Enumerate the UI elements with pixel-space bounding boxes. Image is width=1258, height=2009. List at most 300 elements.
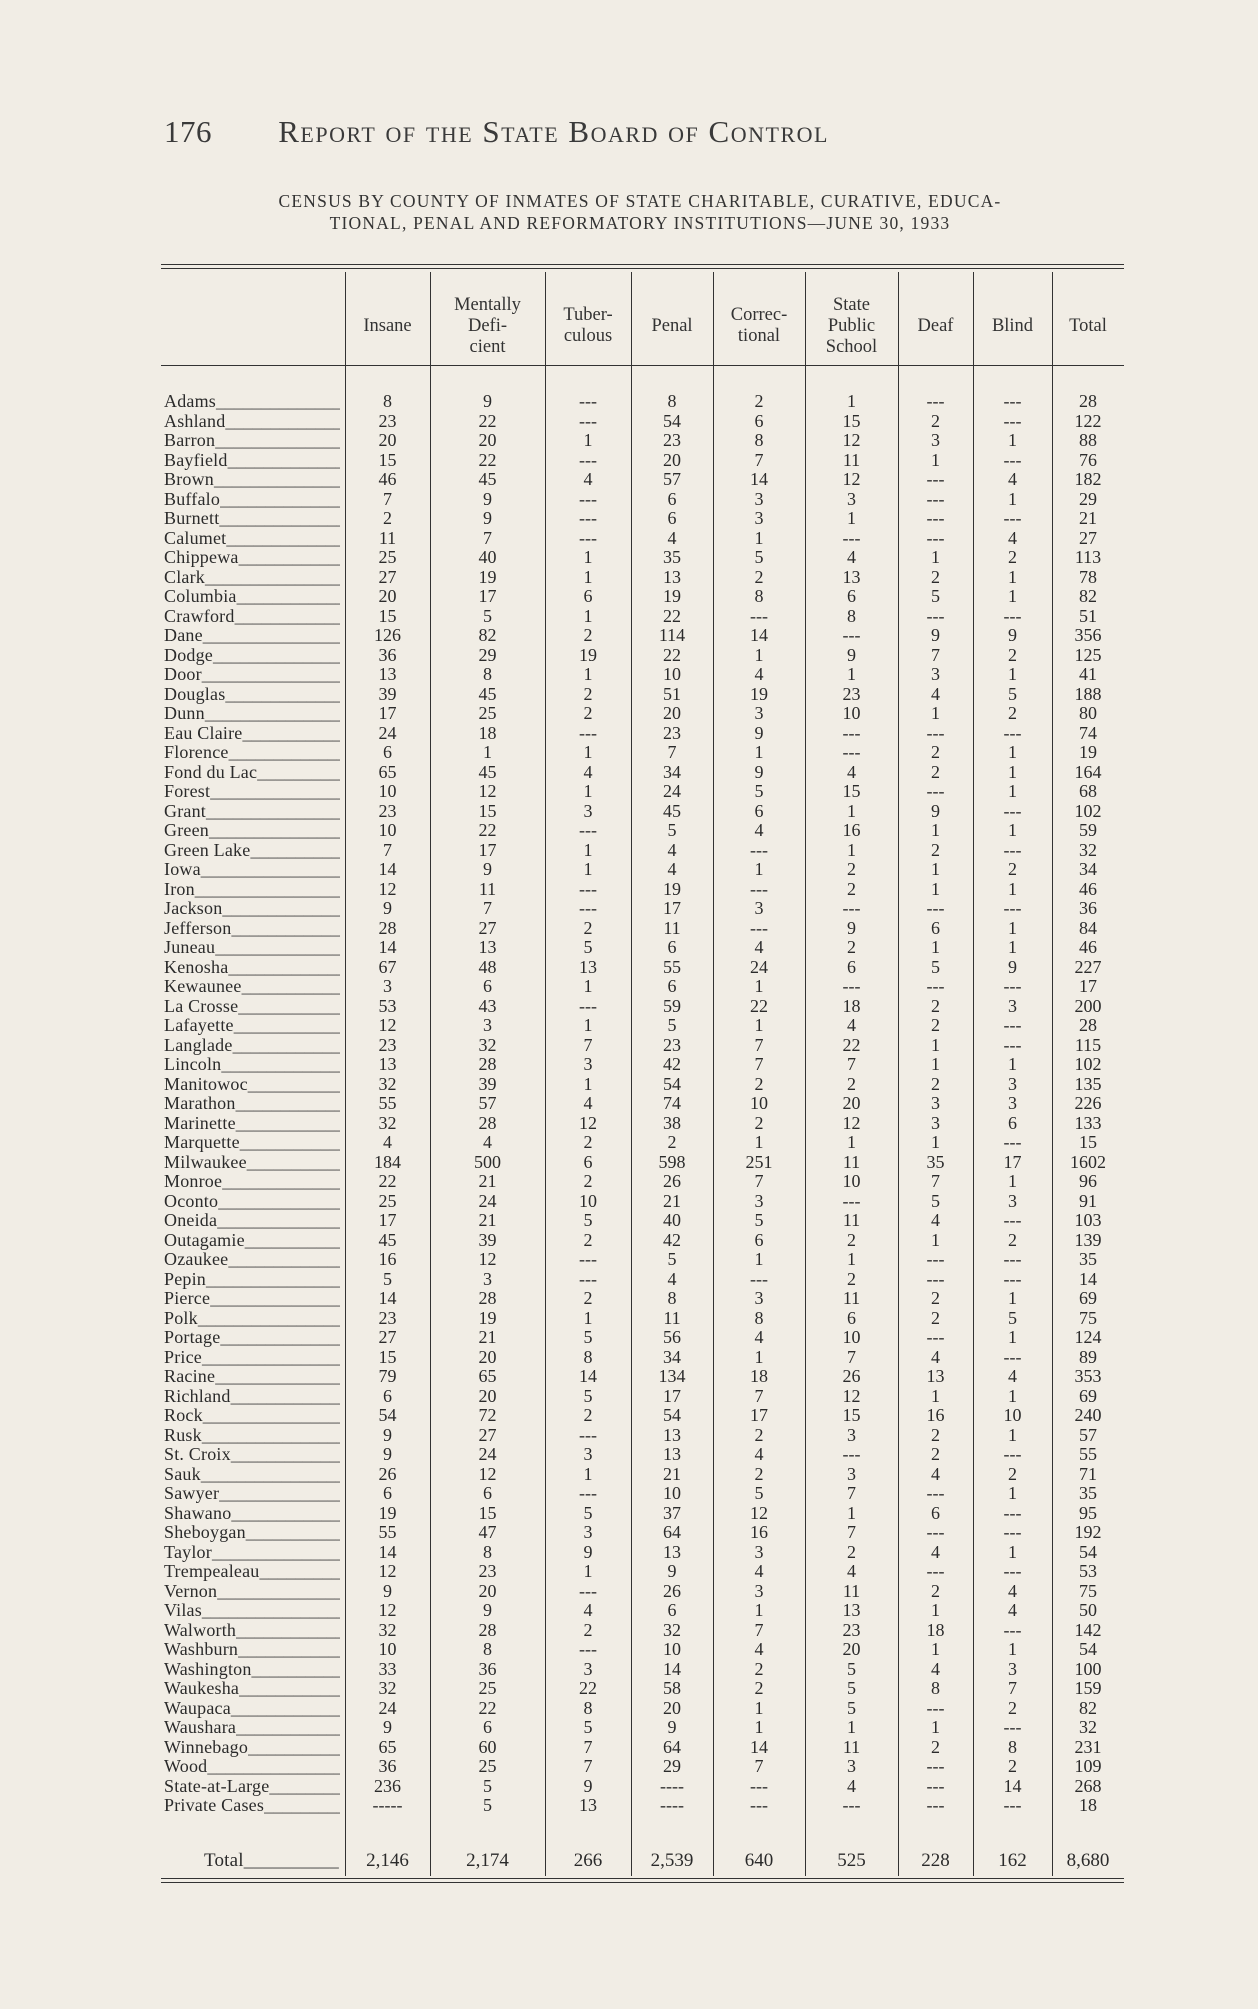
column-header-line: Public xyxy=(827,315,876,336)
table-cell: --- xyxy=(1003,410,1022,431)
table-cell: 16 xyxy=(842,820,861,840)
table-cell: 1 xyxy=(1008,820,1017,840)
table-cell: 139 xyxy=(1074,1229,1102,1250)
table-cell: 19 xyxy=(750,683,768,704)
table-cell: 10 xyxy=(1003,1405,1022,1425)
table-cell: 7 xyxy=(847,1483,856,1503)
table-cell: 5 xyxy=(667,820,677,840)
county-name: La Crosse _____ xyxy=(164,997,340,1017)
table-cell: 1 xyxy=(583,839,593,860)
table-cell: 8 xyxy=(583,1346,593,1367)
table-cell: 10 xyxy=(842,703,861,723)
table-cell: 3 xyxy=(754,488,764,509)
table-cell: 17 xyxy=(478,586,497,606)
table-cell: 19 xyxy=(663,878,681,899)
table-cell: 3 xyxy=(754,1580,764,1601)
table-cell: --- xyxy=(579,488,597,509)
table-cell: 9 xyxy=(931,625,940,645)
table-cell: --- xyxy=(579,878,597,899)
table-cell: 23 xyxy=(663,722,681,743)
table-cell: 18 xyxy=(1079,1795,1097,1815)
table-cell: 6 xyxy=(754,800,764,821)
county-name: Waushara _____ xyxy=(164,1718,340,1738)
table-cell: 6 xyxy=(483,1717,492,1737)
table-cell: 28 xyxy=(478,1054,497,1074)
table-cell: 23 xyxy=(478,1561,497,1581)
table-cell: 6 xyxy=(667,937,677,957)
table-cell: 9 xyxy=(483,391,492,411)
table-cell: 1 xyxy=(847,1132,856,1152)
table-cell: 35 xyxy=(926,1151,945,1172)
table-cell: 25 xyxy=(378,1190,397,1211)
table-cell: 1 xyxy=(1008,1054,1017,1074)
table-cell: --- xyxy=(579,820,597,840)
table-cell: 33 xyxy=(378,1658,397,1679)
table-cell: 2 xyxy=(1008,547,1017,567)
table-cell: 1 xyxy=(1008,1639,1017,1659)
table-cell: 2 xyxy=(754,1678,764,1698)
table-cell: --- xyxy=(1003,1015,1022,1035)
county-name: Bayfield _____ xyxy=(164,451,340,471)
column-header-line: culous xyxy=(563,326,613,346)
table-cell: 21 xyxy=(1079,508,1097,528)
county-name: Green _____ xyxy=(164,821,340,841)
table-cell: 32 xyxy=(663,1619,681,1640)
table-cell: 3 xyxy=(583,1522,593,1542)
table-cell: 21 xyxy=(663,1463,681,1484)
table-cell: 2 xyxy=(847,1541,856,1562)
table-cell: 3 xyxy=(931,430,940,450)
table-cell: 16 xyxy=(926,1405,945,1425)
table-cell: 6 xyxy=(583,586,593,606)
county-name: Adams _____ xyxy=(164,392,340,412)
county-name: Walworth _____ xyxy=(164,1621,340,1641)
table-cell: 13 xyxy=(663,566,681,587)
table-cell: 2 xyxy=(931,1307,940,1328)
table-cell: 53 xyxy=(1079,1561,1097,1581)
table-cell: --- xyxy=(1003,1561,1022,1581)
table-cell: 3 xyxy=(583,1444,593,1464)
table-cell: 10 xyxy=(750,1093,768,1113)
table-cell: --- xyxy=(579,1483,597,1503)
column-header xyxy=(713,278,805,374)
table-cell: 10 xyxy=(378,781,397,801)
column-header-text xyxy=(454,295,521,358)
table-cell: --- xyxy=(1003,1619,1022,1640)
county-name: Dodge _____ xyxy=(164,646,340,666)
table-cell: --- xyxy=(926,391,945,411)
table-cell: 184 xyxy=(374,1151,401,1172)
table-cell: 2 xyxy=(754,1112,764,1133)
table-cell: 96 xyxy=(1079,1171,1097,1191)
table-cell: 2 xyxy=(931,839,940,860)
county-name: Outagamie _____ xyxy=(164,1231,340,1251)
table-cell: 6 xyxy=(754,1229,764,1250)
table-cell: 22 xyxy=(378,1171,397,1191)
total-cell: 2,539 xyxy=(650,1850,694,1871)
county-name: Brown _____ xyxy=(164,470,340,490)
table-cell: 39 xyxy=(478,1229,497,1250)
table-cell: 75 xyxy=(1079,1307,1097,1328)
table-cell: --- xyxy=(926,1756,945,1776)
table-cell: 10 xyxy=(663,1483,681,1503)
county-name: Lincoln _____ xyxy=(164,1055,340,1075)
table-cell: 8 xyxy=(667,391,677,411)
table-cell: 26 xyxy=(842,1366,861,1386)
county-name: Vernon _____ xyxy=(164,1582,340,1602)
table-cell: 251 xyxy=(745,1151,773,1172)
table-cell: 4 xyxy=(931,683,940,704)
table-cell: 6 xyxy=(483,976,492,996)
table-cell: 6 xyxy=(847,1307,856,1328)
table-cell: 20 xyxy=(478,1346,497,1367)
table-cell: 57 xyxy=(663,469,681,489)
county-name: Buffalo _____ xyxy=(164,490,340,510)
table-cell: 15 xyxy=(378,1346,397,1367)
table-cell: 23 xyxy=(378,410,397,431)
table-cell: 3 xyxy=(483,1015,492,1035)
table-cell: 5 xyxy=(583,1327,593,1347)
table-cell: 24 xyxy=(378,1697,397,1718)
table-cell: 42 xyxy=(663,1229,681,1250)
table-cell: --- xyxy=(579,527,597,548)
table-cell: 6 xyxy=(383,1483,392,1503)
table-cell: 68 xyxy=(1079,781,1097,801)
table-cell: 20 xyxy=(842,1639,861,1659)
table-cell: 2 xyxy=(1008,644,1017,665)
table-cell: 353 xyxy=(1074,1366,1102,1386)
table-cell: 142 xyxy=(1074,1619,1102,1640)
table-cell: 48 xyxy=(478,956,497,977)
table-cell: 6 xyxy=(667,976,677,996)
table-cell: 29 xyxy=(478,644,497,665)
table-cell: 20 xyxy=(842,1093,861,1113)
table-cell: 18 xyxy=(478,722,497,743)
table-cell: 28 xyxy=(478,1619,497,1640)
table-cell: 14 xyxy=(378,1541,397,1562)
table-cell: 28 xyxy=(378,917,397,938)
total-cell: 2,146 xyxy=(366,1850,409,1871)
table-cell: 13 xyxy=(663,1424,681,1445)
table-cell: 1 xyxy=(1008,664,1017,684)
table-cell: 9 xyxy=(1008,956,1017,977)
table-cell: --- xyxy=(579,1249,597,1269)
table-cell: --- xyxy=(926,1697,945,1718)
table-cell: 82 xyxy=(1079,586,1097,606)
table-cell: 22 xyxy=(478,1697,497,1718)
table-cell: 1 xyxy=(754,1600,764,1620)
table-cell: 13 xyxy=(378,1054,397,1074)
table-cell: 1 xyxy=(847,839,856,860)
table-cell: 65 xyxy=(378,1736,397,1757)
table-cell: 19 xyxy=(478,566,497,587)
column-header-text xyxy=(992,316,1033,337)
county-name: Vilas _____ xyxy=(164,1601,340,1621)
table-cell: 3 xyxy=(931,1093,940,1113)
county-name: Barron _____ xyxy=(164,431,340,451)
caption-line-1: CENSUS BY COUNTY OF INMATES OF STATE CHARITABLE, CURATIVE, EDUCA- xyxy=(278,191,1002,211)
column-header xyxy=(973,278,1052,374)
table-cell: 13 xyxy=(926,1366,945,1386)
table-cell: 8 xyxy=(1008,1736,1017,1757)
table-cell: 34 xyxy=(663,761,681,782)
table-cell: 356 xyxy=(1074,625,1102,645)
table-cell: 20 xyxy=(663,703,681,723)
table-cell: 3 xyxy=(583,1658,593,1679)
table-cell: 10 xyxy=(842,1327,861,1347)
table-cell: 5 xyxy=(667,1015,677,1035)
county-name: Shawano _____ xyxy=(164,1504,340,1524)
county-name: Eau Claire _____ xyxy=(164,724,340,744)
table-cell: 8 xyxy=(754,430,764,450)
table-cell: 3 xyxy=(847,1463,856,1484)
table-cell: 9 xyxy=(383,1444,392,1464)
county-name: Fond du Lac _____ xyxy=(164,763,340,783)
table-cell: 5 xyxy=(847,1697,856,1718)
table-cell: 14 xyxy=(378,859,397,879)
table-cell: 15 xyxy=(842,781,861,801)
table-cell: 5 xyxy=(931,1190,940,1211)
table-cell: 7 xyxy=(754,1619,764,1640)
column-header-text xyxy=(918,316,954,337)
table-cell: 3 xyxy=(847,1424,856,1445)
table-cell: 12 xyxy=(378,1600,397,1620)
table-cell: 3 xyxy=(583,800,593,821)
table-cell: 14 xyxy=(750,1736,768,1757)
table-cell: --- xyxy=(926,1268,945,1289)
table-cell: 1 xyxy=(931,1600,940,1620)
county-name: Rusk _____ xyxy=(164,1426,340,1446)
table-cell: 7 xyxy=(583,1756,593,1776)
table-cell: 4 xyxy=(383,1132,392,1152)
table-cell: 54 xyxy=(663,1073,681,1094)
table-cell: 4 xyxy=(754,1561,764,1581)
table-cell: 1 xyxy=(583,547,593,567)
table-cell: 79 xyxy=(378,1366,397,1386)
table-cell: 5 xyxy=(754,547,764,567)
county-name: Racine _____ xyxy=(164,1367,340,1387)
table-cell: 4 xyxy=(667,527,677,548)
table-cell: 236 xyxy=(374,1775,401,1796)
table-cell: 4 xyxy=(931,1463,940,1484)
table-cell: --- xyxy=(926,976,945,996)
table-cell: 1 xyxy=(847,1502,856,1523)
table-cell: 58 xyxy=(663,1678,681,1698)
table-cell: 14 xyxy=(1079,1268,1097,1289)
table-cell: 2 xyxy=(847,1073,856,1094)
table-cell: 19 xyxy=(579,644,597,665)
table-cell: --- xyxy=(842,1444,861,1464)
table-cell: 4 xyxy=(483,1132,492,1152)
table-cell: 11 xyxy=(378,527,397,548)
total-cell: 228 xyxy=(921,1850,950,1871)
table-cell: 7 xyxy=(667,742,677,762)
table-cell: --- xyxy=(1003,391,1022,411)
table-cell: 1 xyxy=(483,742,492,762)
table-cell: 15 xyxy=(378,449,397,470)
table-cell: --- xyxy=(750,1775,768,1796)
table-cell: 12 xyxy=(750,1502,768,1523)
table-cell: 5 xyxy=(383,1268,392,1289)
table-cell: --- xyxy=(926,488,945,509)
county-name: Forest _____ xyxy=(164,782,340,802)
table-cell: 12 xyxy=(842,469,861,489)
table-cell: 2 xyxy=(583,1405,593,1425)
table-cell: 4 xyxy=(1008,1366,1017,1386)
table-cell: 188 xyxy=(1074,683,1102,704)
table-caption xyxy=(150,190,1130,234)
table-cell: 1 xyxy=(754,644,764,665)
table-cell: 7 xyxy=(583,1034,593,1055)
table-cell: 54 xyxy=(1079,1639,1097,1659)
column-header-text xyxy=(363,316,411,337)
table-cell: 12 xyxy=(842,430,861,450)
table-cell: 20 xyxy=(378,430,397,450)
table-cell: 3 xyxy=(483,1268,492,1289)
table-cell: ----- xyxy=(372,1795,403,1815)
table-cell: --- xyxy=(1003,1444,1022,1464)
county-name: Door _____ xyxy=(164,665,340,685)
table-cell: 51 xyxy=(1079,605,1097,626)
county-name: Jackson _____ xyxy=(164,899,340,919)
table-cell: 7 xyxy=(383,488,392,509)
table-cell: 7 xyxy=(483,898,492,918)
county-name: Ashland _____ xyxy=(164,412,340,432)
table-cell: 1 xyxy=(1008,742,1017,762)
table-cell: 2 xyxy=(847,859,856,879)
table-cell: 46 xyxy=(1079,937,1097,957)
table-cell: 6 xyxy=(383,1385,392,1406)
table-cell: 1 xyxy=(1008,917,1017,938)
table-cell: --- xyxy=(1003,1132,1022,1152)
table-cell: 22 xyxy=(663,605,681,626)
table-cell: 10 xyxy=(663,1639,681,1659)
table-cell: 12 xyxy=(378,878,397,899)
table-cell: 1 xyxy=(1008,937,1017,957)
county-name: Polk _____ xyxy=(164,1309,340,1329)
table-cell: 40 xyxy=(478,547,497,567)
table-cell: 34 xyxy=(1079,859,1097,879)
table-cell: 22 xyxy=(750,995,768,1016)
table-cell: 64 xyxy=(663,1522,681,1542)
county-name: Taylor _____ xyxy=(164,1543,340,1563)
county-name: Marquette _____ xyxy=(164,1133,340,1153)
table-cell: --- xyxy=(750,839,768,860)
table-cell: 20 xyxy=(378,586,397,606)
table-cell: 8 xyxy=(483,1541,492,1562)
table-cell: --- xyxy=(1003,1522,1022,1542)
table-cell: 5 xyxy=(931,586,940,606)
table-cell: 54 xyxy=(378,1405,397,1425)
table-cell: 55 xyxy=(1079,1444,1097,1464)
table-cell: 1 xyxy=(931,1054,940,1074)
table-cell: 9 xyxy=(754,761,764,782)
table-cell: 16 xyxy=(378,1249,397,1269)
table-cell: 19 xyxy=(663,586,681,606)
table-cell: 12 xyxy=(842,1385,861,1406)
table-cell: 3 xyxy=(1008,1093,1017,1113)
table-cell: 27 xyxy=(478,917,497,938)
table-cell: --- xyxy=(926,1561,945,1581)
table-cell: 12 xyxy=(478,781,497,801)
table-cell: --- xyxy=(750,1268,768,1289)
county-name: Columbia _____ xyxy=(164,587,340,607)
table-cell: 4 xyxy=(931,1210,940,1230)
table-cell: 124 xyxy=(1074,1327,1102,1347)
table-cell: 15 xyxy=(478,1502,497,1523)
table-cell: 82 xyxy=(1079,1697,1097,1718)
county-name: Dunn _____ xyxy=(164,704,340,724)
table-cell: 26 xyxy=(378,1463,397,1484)
column-header xyxy=(345,278,430,374)
table-cell: 4 xyxy=(931,1658,940,1679)
table-cell: --- xyxy=(579,722,597,743)
table-cell: 2 xyxy=(754,1424,764,1445)
table-cell: --- xyxy=(750,605,768,626)
table-cell: 2 xyxy=(583,1132,593,1152)
column-header-text xyxy=(1069,316,1107,337)
table-cell: 29 xyxy=(663,1756,681,1776)
table-cell: 12 xyxy=(579,1112,597,1133)
table-cell: 5 xyxy=(667,1249,677,1269)
table-cell: 65 xyxy=(378,761,397,782)
table-cell: 7 xyxy=(754,1385,764,1406)
table-cell: 226 xyxy=(1074,1093,1102,1113)
table-cell: --- xyxy=(842,976,861,996)
table-cell: 65 xyxy=(478,1366,497,1386)
table-cell: 36 xyxy=(478,1658,497,1679)
table-cell: 2 xyxy=(847,1268,856,1289)
table-cell: 3 xyxy=(754,508,764,528)
table-cell: 1 xyxy=(1008,566,1017,587)
table-cell: --- xyxy=(579,410,597,431)
table-cell: ---- xyxy=(660,1775,684,1796)
table-cell: 4 xyxy=(754,664,764,684)
table-cell: 8 xyxy=(667,1288,677,1308)
table-cell: --- xyxy=(579,898,597,918)
table-cell: 9 xyxy=(483,859,492,879)
table-cell: 6 xyxy=(667,488,677,509)
table-cell: 3 xyxy=(754,703,764,723)
table-cell: 5 xyxy=(583,1502,593,1523)
table-cell: --- xyxy=(926,781,945,801)
table-cell: 1 xyxy=(1008,1483,1017,1503)
table-cell: 1 xyxy=(931,1034,940,1055)
table-cell: 5 xyxy=(1008,1307,1017,1328)
table-cell: 15 xyxy=(842,1405,861,1425)
table-cell: 8 xyxy=(583,1697,593,1718)
table-cell: 12 xyxy=(478,1463,497,1484)
table-cell: 1 xyxy=(847,1717,856,1737)
table-cell: 27 xyxy=(478,1424,497,1445)
table-cell: 4 xyxy=(1008,527,1017,548)
table-cell: 17 xyxy=(478,839,497,860)
table-cell: --- xyxy=(579,1580,597,1601)
table-cell: --- xyxy=(750,917,768,938)
county-name: Manitowoc _____ xyxy=(164,1075,340,1095)
table-cell: 4 xyxy=(847,1775,856,1796)
table-cell: 8 xyxy=(931,1678,940,1698)
table-cell: 13 xyxy=(579,956,597,977)
table-cell: 13 xyxy=(842,1600,861,1620)
table-cell: 15 xyxy=(842,410,861,431)
table-cell: 8 xyxy=(483,1639,492,1659)
table-cell: 14 xyxy=(378,1288,397,1308)
table-cell: 40 xyxy=(663,1210,681,1230)
table-cell: 13 xyxy=(663,1444,681,1464)
table-cell: 2 xyxy=(583,1619,593,1640)
county-name: Marathon _____ xyxy=(164,1094,340,1114)
